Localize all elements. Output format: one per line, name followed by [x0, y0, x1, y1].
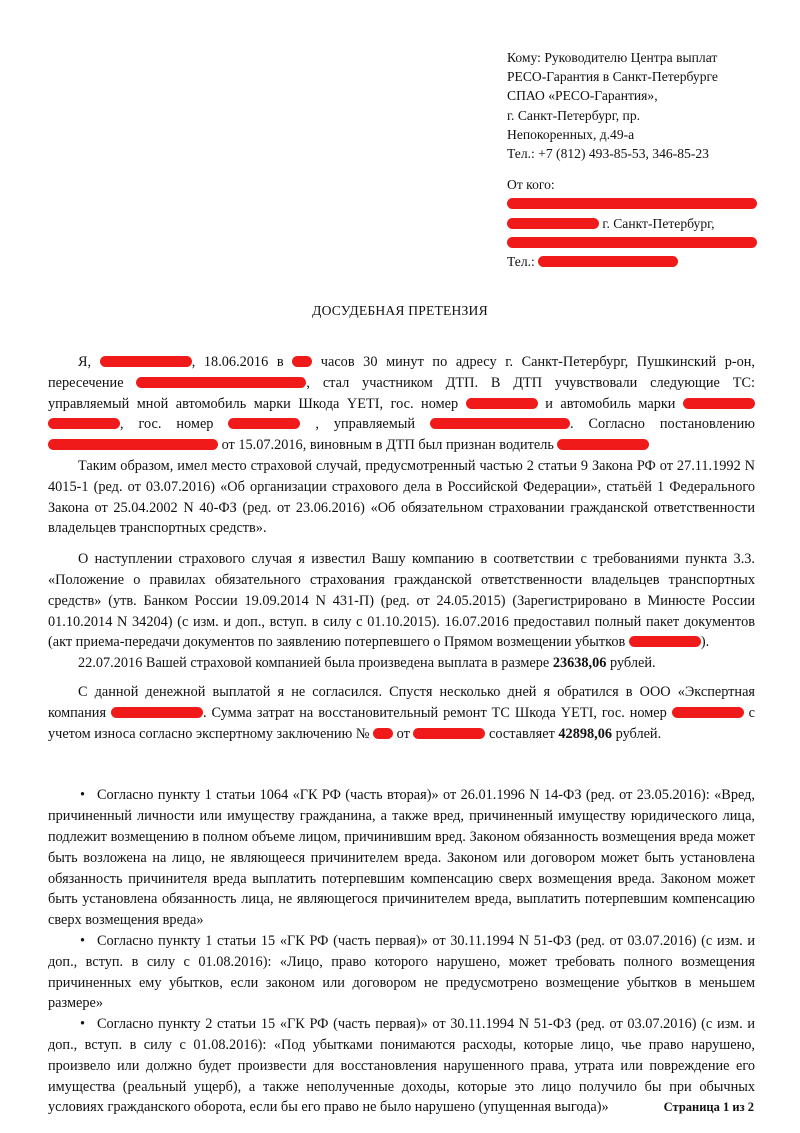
bullet-text: Согласно пункту 1 статьи 1064 «ГК РФ (часть вторая)» от 26.01.1996 N 14-ФЗ (ред. от 23.05.2016): «Вред, причиненный личности или имуществу гражданина, а также вред, причиненный имуществу юридического лица, подлежит возмещению в полном объеме лицом, причинившим вред. Законом обязанность возмещения вреда может быть возложена на лицо, не являющееся причинителем вреда. Законом или договором может быть установлена обязанность причинителя вреда выплатить потерпевшим компенсацию сверх возмещения вреда. Законом может быть установлена обязанность лица, не являющегося причинителем вреда, выплатить потерпевшим компенсацию сверх возмещения вреда»	[48, 787, 755, 929]
text-segment: С данной денежной выплатой я не согласился. Спустя несколько дней я обратился в ООО «Экспертная компания	[48, 683, 755, 721]
text-segment: 22.07.2016 Вашей страховой компанией была произведена выплата в размере	[78, 655, 553, 672]
addressee-line: РЕСО-Гарантия в Санкт-Петербурге	[507, 69, 718, 85]
document-body	[48, 352, 755, 1118]
text-segment: Тел.:	[507, 254, 539, 270]
addressee-line: г. Санкт-Петербург, пр.	[507, 107, 641, 123]
text-segment: и автомобиль марки	[537, 395, 683, 412]
bullet-item	[48, 785, 755, 931]
page-sep: из	[729, 1100, 748, 1114]
redaction-mark	[683, 398, 755, 409]
sender-line	[507, 233, 800, 252]
text-segment: О наступлении страхового случая я известил Вашу компанию в соответствии с требованиями пункта 3.3. «Положение о правилах обязательного страхования гражданской ответственности владельцев транспортных средств» (утв. Банком России 19.09.2014 N 431-П) (ред. от 24.05.2015) (Зарегистрировано в Минюсте России 01.10.2014 N 34204) (с изм. и доп., вступ. в силу с 01.10.2015). 16.07.2016 предоставил полный пакет документов (акт приема-передачи документов по заявлению потерпевшего о Прямом возмещении убытков	[48, 551, 755, 651]
current-page: 1	[723, 1100, 730, 1114]
redaction-mark	[100, 356, 192, 367]
sender-line	[507, 252, 800, 271]
text-segment: . Согласно постановлению	[570, 416, 755, 433]
bullet-text: Согласно пункту 2 статьи 15 «ГК РФ (часть первая)» от 30.11.1994 N 51-ФЗ (ред. от 03.07.2016) (с изм. и доп., вступ. в силу с 01.08.2016): «Под убытками понимаются расходы, которые лицо, чье право нарушено, произвело или должно будет произвести для восстановления нарушенного права, утрата или повреждение его имущества (реальный ущерб), а также неполученные доходы, которые это лицо получило бы при обычных условиях гражданского оборота, если бы его право не было нарушено (упущенная выгода)»	[48, 1016, 755, 1116]
text-segment: От кого:	[507, 177, 555, 193]
page-number	[664, 1100, 754, 1115]
paragraph	[48, 549, 755, 653]
text-segment: составляет	[485, 725, 559, 742]
bullet-icon: •	[80, 787, 86, 804]
paragraph	[48, 352, 755, 456]
text-segment: , гос. номер	[120, 416, 229, 433]
bullet-item	[48, 931, 755, 1014]
bullet-icon: •	[80, 932, 86, 949]
text-segment: ).	[700, 634, 710, 651]
paragraph	[48, 653, 755, 674]
text-segment: , управляемый	[300, 416, 430, 433]
text-segment: с учетом износа согласно экспертному заключению №	[48, 704, 756, 742]
redaction-mark	[507, 237, 757, 248]
text-segment: от	[393, 725, 414, 742]
amount-text: 23638,06	[552, 655, 607, 672]
redaction-mark	[111, 707, 203, 718]
redaction-mark	[48, 439, 218, 450]
redaction-mark	[228, 418, 300, 429]
document-title: ДОСУДЕБНАЯ ПРЕТЕНЗИЯ	[312, 303, 488, 318]
redaction-mark	[466, 398, 538, 409]
redaction-mark	[629, 636, 701, 647]
text-segment: от 15.07.2016, виновным в ДТП был признан водитель	[218, 437, 558, 454]
text-segment: , 18.06.2016 в	[191, 354, 293, 370]
redaction-mark	[373, 728, 393, 739]
addressee-block	[507, 48, 800, 271]
addressee-line: СПАО «РЕСО-Гарантия»,	[507, 88, 658, 104]
addressee-line: Кому: Руководителю Центра выплат	[507, 50, 718, 65]
paragraph	[48, 682, 755, 744]
redaction-mark	[136, 377, 306, 388]
bullet-text: Согласно пункту 1 статьи 15 «ГК РФ (часть первая)» от 30.11.1994 N 51-ФЗ (ред. от 03.07.2016) (с изм. и доп., вступ. в силу с 01.08.2016): «Лицо, право которого нарушено, может требовать полного возмещения причиненных ему убытков, если законом или договором не предусмотрено возмещение убытков в меньшем размере»	[48, 932, 755, 1012]
paragraph	[48, 456, 755, 539]
redaction-mark	[292, 356, 312, 367]
page-label: Страница	[663, 1100, 724, 1114]
sender-line	[507, 175, 800, 213]
text-segment: . Сумма затрат на восстановительный ремонт ТС Шкода YETI, гос. номер	[202, 704, 672, 721]
total-pages: 2	[747, 1100, 754, 1114]
text-segment: Я,	[78, 354, 100, 370]
text-segment: , стал участником ДТП. В ДТП учувствовали следующие ТС: управляемый мной автомобиль марки Шкода YETI, гос. номер	[48, 374, 755, 412]
redaction-mark	[557, 439, 649, 450]
bullet-icon: •	[80, 1016, 86, 1033]
text-segment: рублей.	[606, 655, 656, 672]
redaction-mark	[48, 418, 120, 429]
redaction-mark	[430, 418, 570, 429]
sender-line	[507, 214, 800, 233]
redaction-mark	[672, 707, 744, 718]
bullet-list	[48, 785, 755, 1118]
redaction-mark	[507, 198, 757, 209]
sender-block	[507, 175, 800, 271]
text-segment: часов 30 минут по адресу г. Санкт-Петербург, Пушкинский р-он, пересечение	[48, 354, 755, 391]
text-segment: г. Санкт-Петербург,	[599, 215, 715, 231]
amount-text: 42898,06	[558, 725, 613, 742]
addressee-phone: Тел.: +7 (812) 493-85-53, 346-85-23	[507, 146, 709, 162]
redaction-mark	[413, 728, 485, 739]
text-segment: Таким образом, имел место страховой случай, предусмотренный частью 2 статьи 9 Закона РФ от 27.11.1992 N 4015-1 (ред. от 03.07.2016) «Об организации страхового дела в Российской Федерации», статьёй 1 Федерального Закона от 25.04.2002 N 40-ФЗ (ред. от 23.06.2016) «Об обязательном страховании гражданской ответственности владельцев транспортных средств».	[48, 457, 755, 537]
redaction-mark	[538, 256, 678, 267]
addressee-line: Непокоренных, д.49-а	[507, 126, 635, 142]
redaction-mark	[507, 218, 599, 229]
text-segment: рублей.	[612, 725, 662, 742]
bullet-item	[48, 1014, 755, 1118]
